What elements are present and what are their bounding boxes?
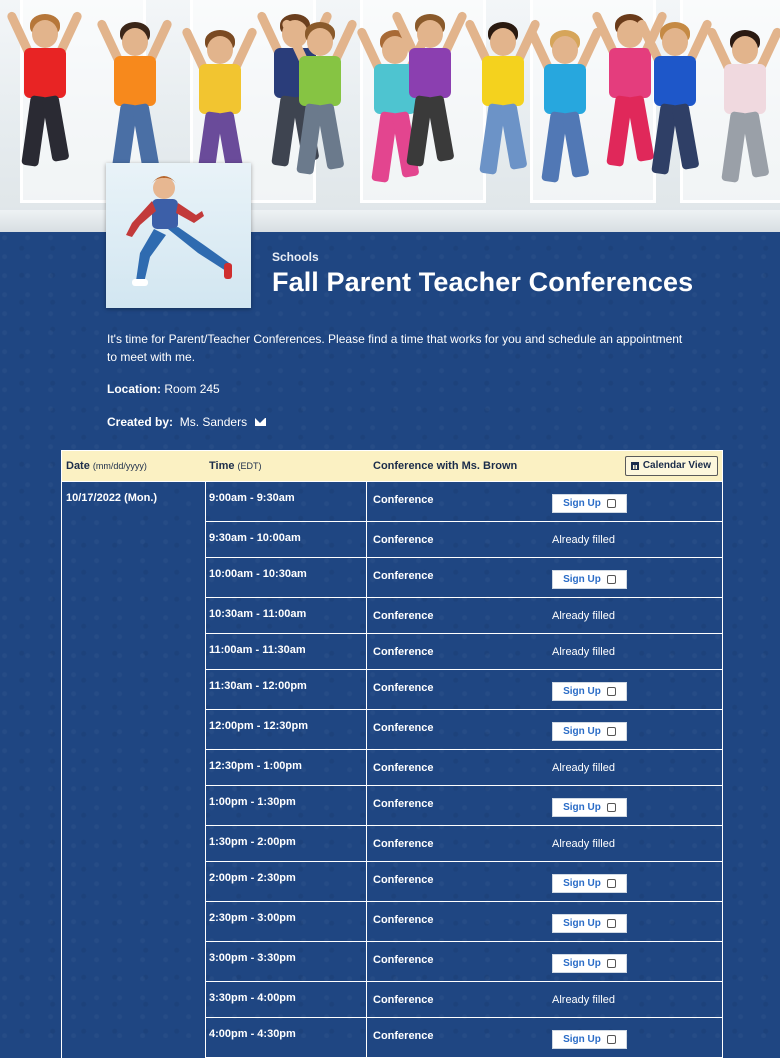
signup-table <box>61 450 723 1058</box>
time-cell: 2:30pm - 3:00pm <box>206 902 367 941</box>
sign-up-button[interactable]: Sign Up <box>552 1030 627 1049</box>
location-label: Location: <box>107 382 161 396</box>
table-row <box>206 710 722 750</box>
created-by-line <box>107 415 266 429</box>
created-by-label: Created by: <box>107 415 174 429</box>
column-header-time: Time (EDT) <box>209 460 262 472</box>
sign-up-button[interactable]: Sign Up <box>552 722 627 741</box>
event-profile-image <box>106 163 251 308</box>
time-cell: 10:00am - 10:30am <box>206 558 367 597</box>
table-row <box>206 786 722 826</box>
table-row <box>206 750 722 786</box>
checkbox-icon[interactable] <box>607 575 616 584</box>
table-row <box>206 482 722 522</box>
activity-cell: Conference <box>373 954 434 966</box>
column-header-date: Date (mm/dd/yyyy) <box>66 460 147 472</box>
table-row <box>206 942 722 982</box>
event-category: Schools <box>272 250 319 264</box>
activity-cell: Conference <box>373 838 434 850</box>
column-header-activity: Conference with Ms. Brown <box>373 460 518 472</box>
checkbox-icon[interactable] <box>607 499 616 508</box>
activity-cell: Conference <box>373 798 434 810</box>
checkbox-icon[interactable] <box>607 687 616 696</box>
created-by-value: Ms. Sanders <box>179 415 248 429</box>
table-header <box>62 451 722 482</box>
location-line <box>107 382 220 396</box>
time-cell: 9:30am - 10:00am <box>206 522 367 557</box>
table-row <box>206 826 722 862</box>
location-value: Room 245 <box>164 382 220 396</box>
activity-cell: Conference <box>373 570 434 582</box>
time-cell: 1:30pm - 2:00pm <box>206 826 367 861</box>
activity-cell: Conference <box>373 762 434 774</box>
sign-up-button[interactable]: Sign Up <box>552 874 627 893</box>
event-description: It's time for Parent/Teacher Conferences. Please find a time that works for you and schedule an appointment to meet with me. <box>107 332 683 364</box>
calendar-icon <box>631 462 639 470</box>
table-row <box>206 598 722 634</box>
activity-cell: Conference <box>373 534 434 546</box>
time-cell: 10:30am - 11:00am <box>206 598 367 633</box>
sign-up-button[interactable]: Sign Up <box>552 682 627 701</box>
checkbox-icon[interactable] <box>607 803 616 812</box>
time-cell: 4:00pm - 4:30pm <box>206 1018 367 1057</box>
filled-status: Already filled <box>552 994 615 1006</box>
time-cell: 9:00am - 9:30am <box>206 482 367 521</box>
time-cell: 3:30pm - 4:00pm <box>206 982 367 1017</box>
checkbox-icon[interactable] <box>607 1035 616 1044</box>
activity-cell: Conference <box>373 1030 434 1042</box>
time-cell: 11:30am - 12:00pm <box>206 670 367 709</box>
activity-cell: Conference <box>373 610 434 622</box>
sign-up-button[interactable]: Sign Up <box>552 954 627 973</box>
page-title: Fall Parent Teacher Conferences <box>272 267 694 297</box>
activity-cell: Conference <box>373 494 434 506</box>
time-cell: 3:00pm - 3:30pm <box>206 942 367 981</box>
table-row <box>206 634 722 670</box>
sign-up-button[interactable]: Sign Up <box>552 914 627 933</box>
time-cell: 12:30pm - 1:00pm <box>206 750 367 785</box>
activity-cell: Conference <box>373 646 434 658</box>
checkbox-icon[interactable] <box>607 879 616 888</box>
filled-status: Already filled <box>552 762 615 774</box>
checkbox-icon[interactable] <box>607 727 616 736</box>
activity-cell: Conference <box>373 874 434 886</box>
table-row <box>206 558 722 598</box>
date-cell: 10/17/2022 (Mon.) <box>62 482 206 1058</box>
filled-status: Already filled <box>552 534 615 546</box>
table-row <box>206 862 722 902</box>
sign-up-button[interactable]: Sign Up <box>552 494 627 513</box>
table-row <box>206 982 722 1018</box>
table-body <box>62 482 722 1058</box>
envelope-icon[interactable] <box>255 418 266 426</box>
filled-status: Already filled <box>552 610 615 622</box>
checkbox-icon[interactable] <box>607 959 616 968</box>
time-cell: 1:00pm - 1:30pm <box>206 786 367 825</box>
sign-up-button[interactable]: Sign Up <box>552 798 627 817</box>
table-row <box>206 902 722 942</box>
calendar-view-button[interactable]: Calendar View <box>625 456 718 476</box>
table-row <box>206 670 722 710</box>
filled-status: Already filled <box>552 646 615 658</box>
checkbox-icon[interactable] <box>607 919 616 928</box>
activity-cell: Conference <box>373 722 434 734</box>
activity-cell: Conference <box>373 914 434 926</box>
activity-cell: Conference <box>373 682 434 694</box>
time-cell: 2:00pm - 2:30pm <box>206 862 367 901</box>
time-cell: 12:00pm - 12:30pm <box>206 710 367 749</box>
filled-status: Already filled <box>552 838 615 850</box>
activity-cell: Conference <box>373 994 434 1006</box>
table-row <box>206 522 722 558</box>
sign-up-button[interactable]: Sign Up <box>552 570 627 589</box>
table-row <box>206 1018 722 1058</box>
time-cell: 11:00am - 11:30am <box>206 634 367 669</box>
